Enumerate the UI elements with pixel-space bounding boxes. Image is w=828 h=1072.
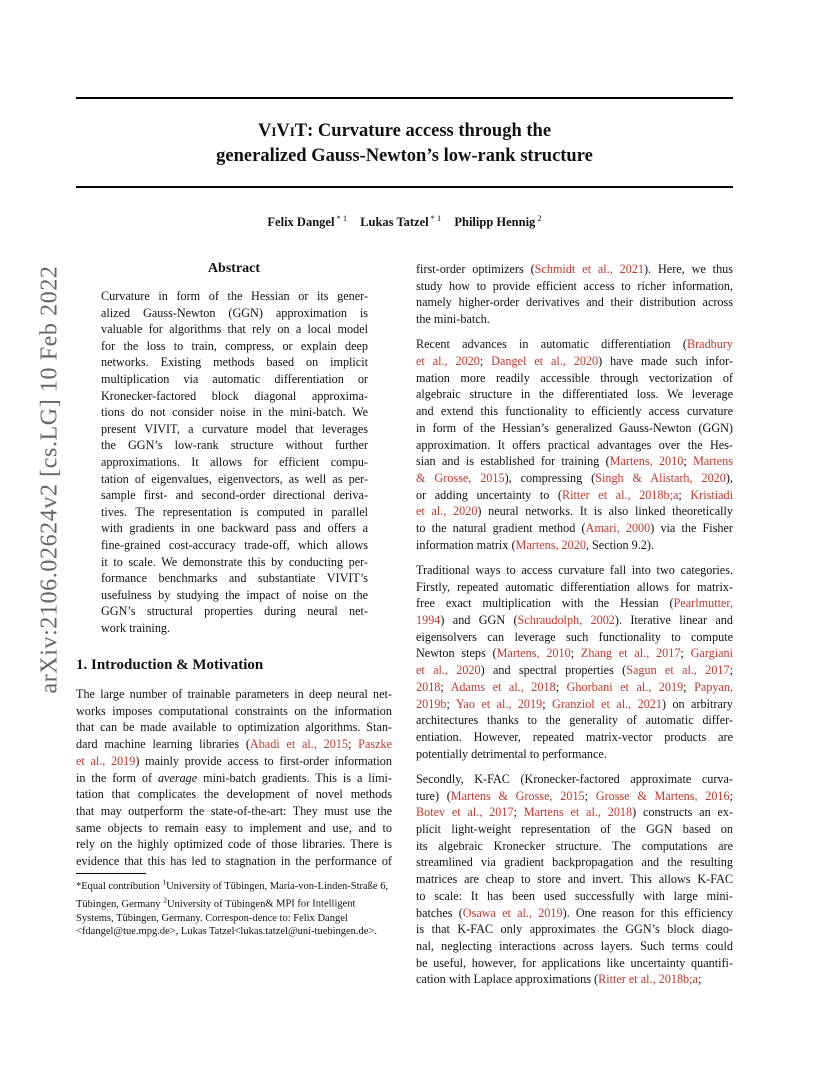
text-run: ) and GGN ( (440, 613, 518, 628)
text-line (416, 854, 733, 871)
text-line (76, 703, 392, 720)
author-affiliation-mark: * 1 (336, 213, 348, 223)
text-run: ), compressing ( (504, 470, 596, 485)
text-run: multiplication via automatic differentiation or (101, 371, 368, 386)
text-run: ; (729, 788, 734, 803)
text-run: is that K-FAC only approximates the GGN’s block diago- (416, 922, 733, 937)
text-run: works imposes computational constraints on the information (76, 703, 392, 718)
text-run: entiation. However, repeated matrix-vector products are (416, 729, 733, 744)
citation-link[interactable]: Papyan, (694, 679, 733, 694)
author-list (76, 213, 733, 230)
text-run: cation with Laplace approximations ( (416, 972, 599, 987)
arxiv-identifier-stamp: arXiv:2106.02624v2 [cs.LG] 10 Feb 2022 (36, 265, 63, 694)
text-run: ; (479, 354, 492, 369)
title-vivit: ViViT (257, 121, 308, 141)
paragraph (416, 336, 733, 553)
citation-link[interactable]: Martens, 2010 (609, 454, 684, 469)
citation-link[interactable]: et al., 2020 (416, 354, 480, 369)
text-run: Linden-Straße 6, Tübingen, Germany (76, 880, 389, 910)
text-run: ). Here, we thus (644, 262, 733, 276)
introduction-body (76, 686, 392, 870)
text-line (101, 554, 368, 571)
citation-link[interactable]: Zhang et al., 2017 (580, 646, 681, 661)
text-line (101, 454, 368, 471)
text-run: Secondly, K-FAC (Kronecker-factored approximate curva- (416, 771, 733, 786)
text-run: *Equal contribution (76, 880, 163, 892)
text-run: ; (446, 696, 456, 711)
text-line (101, 354, 368, 371)
text-line (101, 504, 368, 521)
text-run: work training. (101, 620, 171, 635)
author-name: Felix Dangel (267, 215, 335, 229)
citation-link[interactable]: Ghorbani et al., 2019 (566, 679, 684, 694)
text-line (101, 570, 368, 587)
citation-link[interactable]: 1994 (416, 613, 441, 628)
text-run: that may outperform the state-of-the-art: They must use the (76, 803, 392, 818)
text-run: with gradients in one backward pass and offers a (101, 521, 368, 536)
citation-link[interactable]: Dangel et al., 2020 (491, 354, 599, 369)
text-run: dence to: Felix Dangel <fdangel@tue.mpg.de>, Lukas Tatzel (76, 912, 348, 938)
text-run: dard machine learning libraries ( (76, 737, 250, 752)
text-line (416, 871, 733, 888)
text-run: tation that complicates the development of novel methods (76, 787, 392, 802)
text-run: tions do not consider noise in the mini-batch. We (101, 405, 368, 420)
text-line (76, 836, 392, 853)
text-run: Recent advances in automatic differentiation ( (416, 337, 687, 352)
title-bottom-rule (76, 186, 733, 188)
text-line (76, 719, 392, 736)
text-line (76, 736, 392, 753)
citation-link[interactable]: Schmidt et al., 2021 (534, 262, 644, 276)
text-line (416, 470, 733, 487)
text-run: mini-batch gradients. This is a limi- (197, 770, 392, 785)
abstract-body (101, 288, 368, 636)
text-line (416, 729, 733, 746)
text-line (416, 938, 733, 955)
citation-link[interactable]: Martens, 2010 (496, 646, 571, 661)
text-run: Traditional ways to access curvature fall into two categories. (416, 562, 733, 577)
citation-link[interactable]: Martens & Grosse, 2015 (450, 788, 585, 803)
text-line (416, 696, 733, 713)
paragraph (416, 562, 733, 762)
text-run: Firstly, repeated automatic differentiation allows for matrix- (416, 579, 733, 594)
text-line (416, 336, 733, 353)
text-run: Curvature in form of the Hessian or its gener- (101, 289, 368, 303)
citation-link[interactable]: Schraudolph, 2002 (517, 613, 615, 628)
citation-link[interactable]: Singh & Alistarh, 2020 (595, 470, 726, 485)
text-line (76, 820, 392, 837)
text-run: mation more readily accessible through vectorization of (416, 370, 733, 385)
citation-link[interactable]: Granziol et al., 2021 (552, 696, 662, 711)
text-line (416, 453, 733, 470)
text-run: be useful, however, for applications like uncertainty quantifi- (416, 955, 733, 970)
footnote (76, 875, 392, 939)
text-line (101, 321, 368, 338)
text-run: batches ( (416, 905, 463, 920)
text-line (101, 471, 368, 488)
section-heading: 1. Introduction & Motivation (76, 657, 264, 673)
text-line (416, 537, 733, 554)
paper-title-line-2: generalized Gauss-Newton’s low-rank structure (216, 146, 593, 166)
text-run: University of Tübingen, Maria-von- (166, 880, 318, 892)
text-run: free exact multiplication with the Hessian ( (416, 596, 674, 611)
text-line (416, 955, 733, 972)
text-line (416, 679, 733, 696)
text-run: architectures thanks to the generality of automatic differ- (416, 713, 733, 728)
citation-link[interactable]: Sagun et al., 2017 (626, 663, 730, 678)
title-rest: : Curvature access through the (307, 121, 552, 141)
text-run: ) mainly provide access to first-order information (135, 753, 392, 768)
text-run: ) have made such infor- (598, 354, 733, 369)
text-run: eigensolvers can leverage such functionality to compute (416, 629, 733, 644)
citation-link[interactable]: Martens (693, 454, 733, 469)
text-line (416, 294, 733, 311)
text-line (76, 786, 392, 803)
text-run: usefulness by studying the impact of noise on the (101, 587, 368, 602)
text-line (416, 788, 733, 805)
citation-link[interactable]: Ritter et al., 2018b;a (598, 972, 698, 987)
citation-link[interactable]: Gargiani (690, 646, 734, 661)
text-line (416, 579, 733, 596)
footnote-rule (76, 873, 146, 874)
text-run: <lukas.tatzel@uni-tuebingen.de>. (234, 926, 378, 938)
text-line (416, 804, 733, 821)
text-line (416, 261, 733, 278)
text-line (416, 821, 733, 838)
text-run: that can be made available to optimization algorithms. Stan- (76, 720, 392, 735)
text-run: alized Gauss-Newton (GGN) approximation is (101, 305, 368, 320)
text-run: sian and is established for training ( (416, 454, 610, 469)
text-line (416, 746, 733, 763)
text-line (416, 905, 733, 922)
text-line (416, 921, 733, 938)
citation-link[interactable]: et al., 2019 (76, 753, 136, 768)
text-run: ture) ( (416, 788, 451, 803)
text-run: ; (729, 663, 733, 678)
citation-link[interactable]: 2018 (416, 679, 441, 694)
text-line (101, 371, 368, 388)
text-line (416, 888, 733, 905)
text-run: ; (680, 646, 691, 661)
citation-link[interactable]: et al., 2020 (416, 504, 478, 519)
text-run: sample first- and second-order directional deriva- (101, 488, 368, 503)
text-run: first-order optimizers ( (416, 262, 535, 276)
footnote-line (235, 926, 378, 937)
text-line (416, 771, 733, 788)
text-line (76, 686, 392, 703)
text-run: ; (697, 972, 702, 987)
text-line (416, 353, 733, 370)
text-run: to the natural gradient method ( (416, 521, 586, 536)
text-run: ; (440, 679, 451, 694)
text-line (101, 338, 368, 355)
text-line (416, 629, 733, 646)
text-run: potentially detrimental to performance. (416, 746, 607, 761)
citation-link[interactable]: Pearlmutter, (673, 596, 733, 611)
text-run: fine-grained cost-accuracy trade-off, which allows (101, 537, 368, 552)
text-line (101, 487, 368, 504)
text-line (416, 662, 733, 679)
paragraph (416, 261, 733, 328)
text-run: University of Tübingen (166, 898, 266, 910)
text-run: ; (678, 487, 691, 502)
text-run: networks. Existing methods based on implicit (101, 355, 368, 370)
text-run: tives. The representation is computed in parallel (101, 504, 368, 519)
text-line (101, 288, 368, 305)
affiliation-mark: 2 (163, 895, 167, 905)
text-run: ; (584, 788, 596, 803)
emphasis-text: average (157, 770, 198, 785)
text-run: same objects to remain easy to implement and use, and to (76, 820, 392, 835)
citation-link[interactable]: Amari, 2000 (585, 521, 651, 536)
text-line (76, 753, 392, 770)
text-run: tation of eigenvalues, eigenvectors, as well as per- (101, 471, 368, 486)
text-line (101, 537, 368, 554)
text-line (416, 838, 733, 855)
text-run: for the loss to train, compress, or explain deep (101, 338, 368, 353)
text-run: and extend this functionality to efficiently access curvature (416, 404, 733, 419)
citation-link[interactable]: Bradbury (686, 337, 733, 352)
text-run: ) neural networks. It is also linked theoretically (477, 504, 733, 519)
text-run: ; (555, 679, 567, 694)
text-run: Kronecker-factored block diagonal approxima- (101, 388, 368, 403)
paper-title-line-1 (76, 119, 733, 144)
author-affiliation-mark: 2 (537, 213, 542, 223)
text-run: ; (683, 679, 695, 694)
text-run: & MPI for Intelligent Systems, Tübingen, Germany. Correspon- (76, 898, 356, 924)
citation-link[interactable]: Yao et al., 2019 (455, 696, 543, 711)
citation-link[interactable]: Ritter et al., 2018b;a (561, 487, 679, 502)
text-line (416, 520, 733, 537)
text-run: ), (725, 470, 733, 485)
text-run: to scale: It has been used successfully with large mini- (416, 888, 733, 903)
text-run: approximations. It allows for efficient compu- (101, 454, 368, 469)
text-run: ) constructs an ex- (632, 805, 734, 820)
text-run: or adding uncertainty to ( (416, 487, 562, 502)
text-run: ; (683, 454, 694, 469)
citation-link[interactable]: Grosse & Martens, 2016 (595, 788, 730, 803)
text-line (101, 587, 368, 604)
paragraph (416, 771, 733, 988)
text-line (416, 562, 733, 579)
text-run: matrices are cheap to store and invert. This allows K-FAC (416, 872, 733, 887)
citation-link[interactable]: & Grosse, 2015 (416, 470, 505, 485)
author-name: Lukas Tatzel (360, 215, 429, 229)
text-run: nal, neglecting interactions across layers. Such terms could (416, 938, 733, 953)
text-line (416, 311, 733, 328)
text-run: the mini-batch. (416, 312, 490, 327)
text-run: formance benchmarks and substantiate VIVIT’s (101, 571, 368, 586)
text-run: ; (542, 696, 553, 711)
text-line (101, 603, 368, 620)
text-line (416, 645, 733, 662)
text-line (416, 595, 733, 612)
text-run: Newton steps ( (416, 646, 497, 661)
text-line (416, 712, 733, 729)
text-line (101, 437, 368, 454)
text-run: ) and spectral properties ( (480, 663, 627, 678)
text-line (76, 853, 392, 870)
text-run: namely higher-order derivatives and their distribution across (416, 295, 733, 310)
text-line (76, 803, 392, 820)
text-run: in the form of (76, 770, 158, 785)
text-line (416, 278, 733, 295)
text-line (416, 437, 733, 454)
text-run: it to scale. We demonstrate this by conducting per- (101, 554, 368, 569)
text-run: ) via the Fisher (650, 521, 733, 536)
text-run: ; (570, 646, 581, 661)
affiliation-mark: 1 (162, 877, 167, 886)
text-line (76, 770, 392, 787)
text-run: in form of the Hessian’s generalized Gauss-Newton (GGN) (416, 420, 733, 435)
text-run: information matrix ( (416, 537, 516, 552)
text-line (416, 487, 733, 504)
footnote-line (76, 877, 318, 892)
text-run: streamlined via gradient backpropagation and the resulting (416, 855, 733, 870)
citation-link[interactable]: et al., 2020 (416, 663, 481, 678)
text-run: study how to provide efficient access to richer information, (416, 278, 733, 293)
text-run: GGN’s structural properties during neural net- (101, 604, 368, 619)
author-name: Philipp Hennig (454, 215, 536, 229)
text-line (416, 612, 733, 629)
text-run: ). Iterative linear and (614, 613, 733, 628)
text-run: ) on arbitrary (661, 696, 734, 711)
citation-link[interactable]: Martens, 2020 (515, 537, 586, 552)
text-line (101, 421, 368, 438)
text-run: ; (348, 737, 359, 752)
text-line (101, 404, 368, 421)
text-line (101, 388, 368, 405)
text-run: present VIVIT, a curvature model that leverages (101, 421, 368, 436)
abstract-heading: Abstract (207, 261, 261, 276)
title-top-rule (76, 97, 733, 99)
text-line (101, 520, 368, 537)
citation-link[interactable]: Paszke (358, 737, 393, 752)
citation-link[interactable]: Botev et al., 2017 (416, 805, 514, 820)
citation-link[interactable]: Adams et al., 2018 (450, 679, 556, 694)
text-run: valuable for algorithms that rely on a local model (101, 322, 368, 337)
text-run: , Section 9.2). (585, 537, 654, 552)
citation-link[interactable]: Osawa et al., 2019 (462, 905, 563, 920)
text-line (416, 403, 733, 420)
text-run: algebraic structure in the differentiated loss. We leverage (416, 387, 733, 402)
text-line (416, 420, 733, 437)
text-run: rely on the highly optimized code of those libraries. There is (76, 837, 392, 852)
text-run: its algebraic Kronecker structure. The computations are (416, 838, 733, 853)
author-affiliation-mark: * 1 (430, 213, 442, 223)
citation-link[interactable]: Kristiadi (690, 487, 734, 502)
text-run: The large number of trainable parameters in deep neural net- (76, 687, 392, 701)
text-line (416, 971, 733, 988)
text-run: approximation. It offers practical advantages over the Hes- (416, 437, 733, 452)
text-line (416, 370, 733, 387)
text-line (101, 620, 368, 637)
text-run: ; (513, 805, 524, 820)
right-column-body (416, 261, 733, 997)
text-run: evidence that this has led to stagnation in the performance of (76, 854, 392, 869)
text-line (416, 386, 733, 403)
citation-link[interactable]: Abadi et al., 2015 (249, 737, 349, 752)
citation-link[interactable]: 2019b (416, 696, 447, 711)
text-run: ). One reason for this efficiency (562, 905, 734, 920)
text-run: plicit light-weight representation of the GGN based on (416, 822, 733, 836)
citation-link[interactable]: Martens et al., 2018 (523, 805, 633, 820)
text-line (101, 305, 368, 322)
text-line (416, 503, 733, 520)
text-run: the GGN’s low-rank structure without further (101, 438, 368, 453)
